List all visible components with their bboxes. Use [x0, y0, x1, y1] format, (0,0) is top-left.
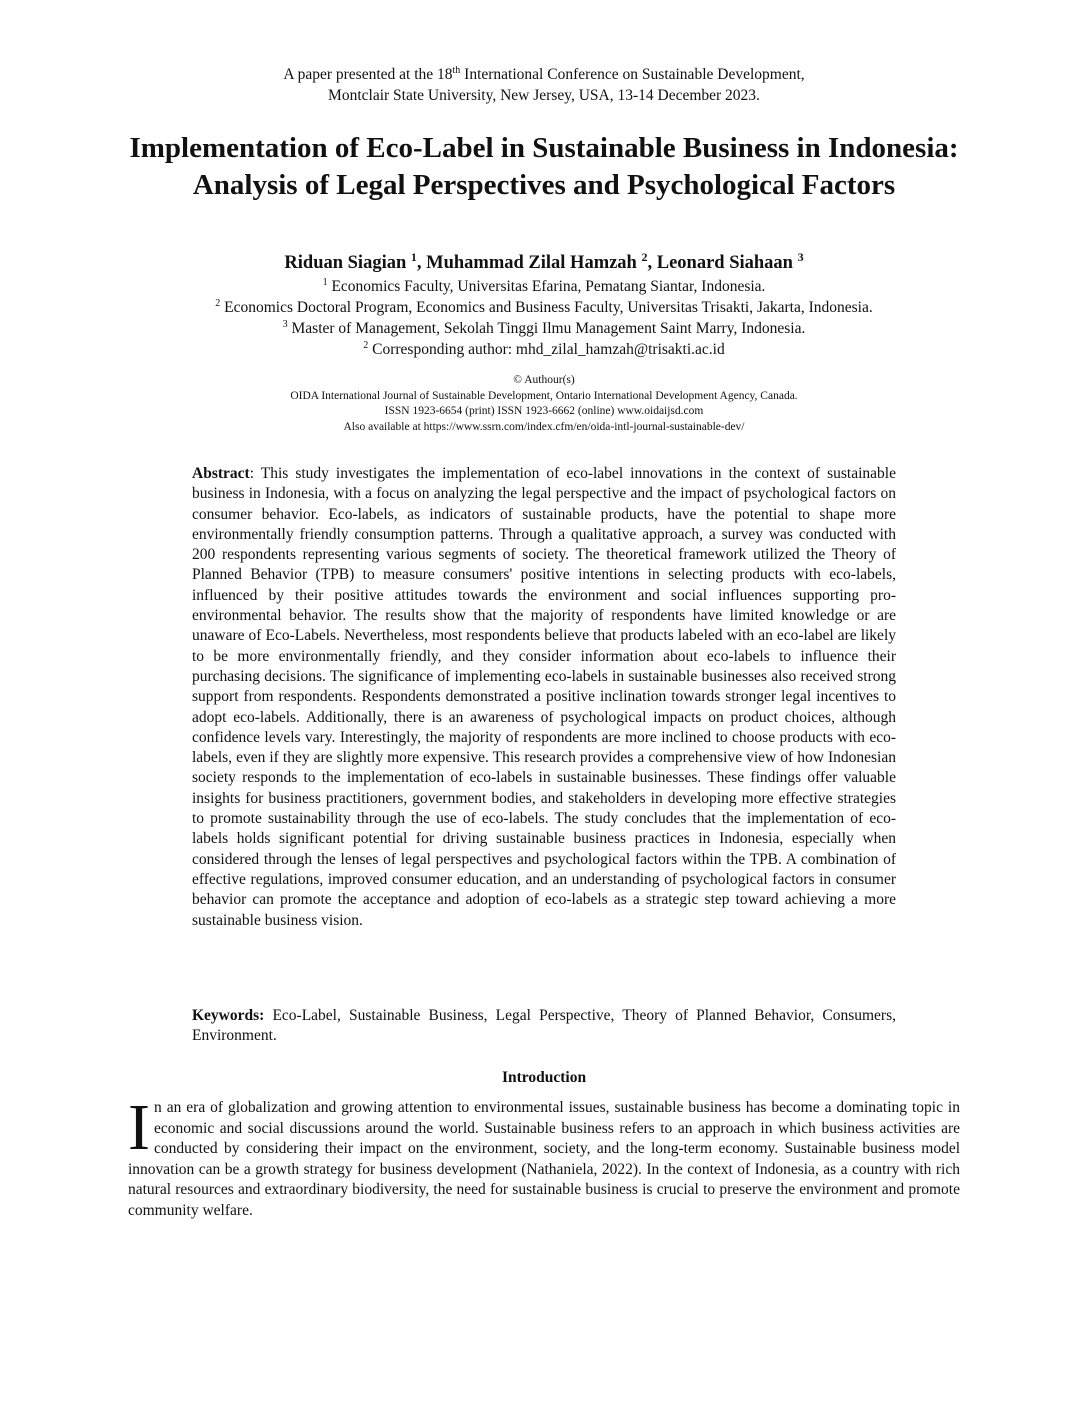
corresponding-author: $^2$ Corresponding author: mhd_zilal_hamzah@trisakti.ac.id: [363, 339, 725, 358]
abstract-label: Abstract: [192, 465, 250, 482]
author: Muhammad Zilal Hamzah $^2$,: [426, 249, 657, 273]
conference-note: [0, 64, 1088, 106]
keywords: [192, 1006, 896, 1047]
conference-note-line1: A paper presented at the 18th International Conference on Sustainable Development,: [283, 64, 805, 83]
copyright-block: [0, 373, 1088, 435]
availability-line: Also available at https://www.ssrn.com/index.cfm/en/oida-intl-journal-sustainable-dev/: [343, 420, 745, 433]
affiliation: $^1$ Economics Faculty, Universitas Efarina, Pematang Siantar, Indonesia.: [322, 276, 766, 295]
keywords-text: Eco-Label, Sustainable Business, Legal Perspective, Theory of Planned Behavior, Consumers, Environment.: [192, 1007, 896, 1045]
issn-line: ISSN 1923-6654 (print) ISSN 1923-6662 (online) www.oidaijsd.com: [384, 405, 704, 417]
copyright-line: © Authour(s): [513, 374, 575, 386]
author: Leonard Siahaan $^3$: [656, 249, 804, 273]
affiliation: $^2$ Economics Doctoral Program, Economics and Business Faculty, Universitas Trisakti, Jakarta, Indonesia.: [215, 297, 873, 316]
affiliations: [0, 276, 1088, 360]
abstract-text: : This study investigates the implementation of eco-label innovations in the context of sustainable business in Indonesia, with a focus on analyzing the legal perspective and the impact of psychological factors on consumer behavior. Eco-labels, as indicators of sustainable products, have the potential to shape more environmentally friendly consumption patterns. Through a qualitative approach, a survey was conducted with 200 respondents representing various segments of society. The theoretical framework utilized the Theory of Planned Behavior (TPB) to measure consumers' positive intentions in selecting products with eco-labels, influenced by their positive attitudes towards the environment and social influences supporting pro-environmental behavior. The results show that the majority of respondents have limited knowledge or are unaware of Eco-Labels. Nevertheless, most respondents believe that products labeled with an eco-label are likely to be more environmentally friendly, and they consider information about eco-labels to influence their purchasing decisions. The significance of implementing eco-labels in sustainable businesses also received strong support from respondents. Respondents demonstrated a positive inclination towards stronger legal incentives to adopt eco-labels. Additionally, there is an awareness of psychological impacts on product choices, although confidence levels vary. Interestingly, the majority of respondents are more inclined to choose products with eco-labels, even if they are slightly more expensive. This research provides a comprehensive view of how Indonesian society responds to the implementation of eco-labels in sustainable businesses. These findings offer valuable insights for business practitioners, government bodies, and stakeholders in developing more effective strategies to promote sustainability through the use of eco-labels. The study concludes that the implementation of eco-labels holds significant potential for driving sustainable business practices in Indonesia, especially when considered through the lenses of legal perspectives and psychological factors within the TPB. A combination of effective regulations, improved consumer education, and an understanding of psychological factors in consumer behavior can promote the acceptance and adoption of eco-labels as a strategic step toward achieving a more sustainable business vision.: [192, 465, 896, 929]
author: Riduan Siagian $^1$,: [284, 249, 427, 273]
affiliation: $^3$ Master of Management, Sekolah Tinggi Ilmu Management Saint Marry, Indonesia.: [282, 318, 806, 337]
conference-note-line2: Montclair State University, New Jersey, USA, 13-14 December 2023.: [328, 87, 760, 104]
abstract: [192, 464, 896, 931]
paper-title: Implementation of Eco-Label in Sustainable Business in Indonesia: Analysis of Legal Perspectives and Psychological Factors: [129, 132, 959, 201]
author-list: [0, 250, 1088, 276]
introduction-heading: Introduction: [501, 1069, 587, 1086]
keywords-label: Keywords:: [192, 1007, 265, 1024]
journal-line: OIDA International Journal of Sustainable Development, Ontario International Development Agency, Canada.: [290, 389, 798, 402]
introduction-text: n an era of globalization and growing attention to environmental issues, sustainable business has become a dominating topic in economic and social discussions around the world. Sustainable business refers to an approach in which business activities are conducted by considering their impact on the environment, society, and the long-term economy. Sustainable business model innovation can be a growth strategy for business development (Nathaniela, 2022). In the context of Indonesia, as a country with rich natural resources and extraordinary biodiversity, the need for sustainable business is crucial to preserve the environment and promote community welfare.: [128, 1099, 960, 1219]
drop-cap: I: [128, 1091, 150, 1164]
introduction-paragraph: [128, 1091, 960, 1221]
